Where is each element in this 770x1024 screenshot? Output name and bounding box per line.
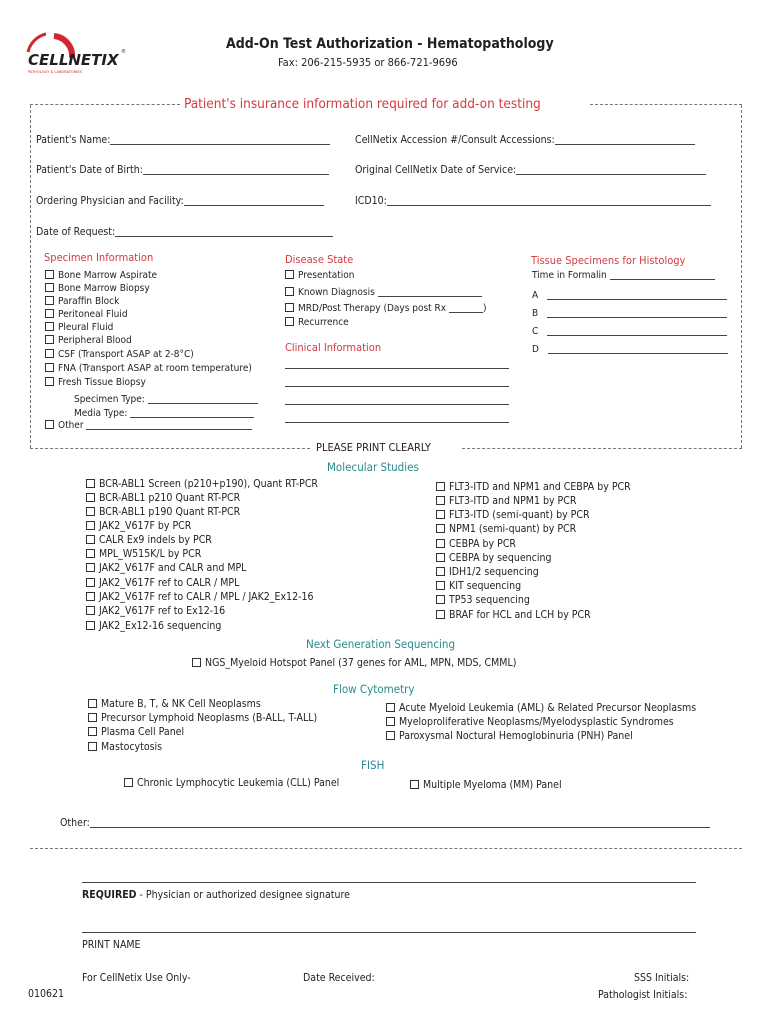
date-request-field[interactable] — [115, 225, 333, 237]
formalin-field[interactable] — [610, 268, 715, 280]
fish-heading: FISH — [361, 758, 385, 772]
form-code: 010621 — [28, 988, 65, 1000]
molecular-left-item[interactable]: JAK2_V617F and CALR and MPL — [86, 561, 246, 575]
signature-line[interactable] — [82, 882, 696, 883]
molecular-left-item[interactable]: CALR Ex9 indels by PCR — [86, 533, 212, 547]
print-name-label: PRINT NAME — [82, 939, 141, 951]
specimen-other-field[interactable] — [86, 418, 252, 430]
molecular-right-item[interactable]: FLT3-ITD and NPM1 by PCR — [436, 494, 576, 508]
specimen-other[interactable]: Other — [45, 418, 252, 433]
specimen-item[interactable]: Peripheral Blood — [45, 334, 132, 348]
ngs-heading: Next Generation Sequencing — [306, 637, 456, 651]
dob-label: Patient's Date of Birth: — [36, 164, 143, 176]
specimen-type-label: Specimen Type: — [74, 394, 145, 405]
tissue-row-label: B — [532, 308, 539, 319]
physician-field[interactable] — [184, 194, 324, 206]
disease-item[interactable]: MRD/Post Therapy (Days post Rx ) — [285, 301, 487, 316]
tissue-row-label: D — [532, 344, 539, 355]
signature-label: REQUIRED - Physician or authorized designee signature — [82, 889, 350, 901]
molecular-right-item[interactable]: NPM1 (semi-quant) by PCR — [436, 522, 576, 536]
checkbox[interactable] — [285, 317, 294, 326]
checkbox[interactable] — [86, 549, 95, 558]
checkbox[interactable] — [86, 621, 95, 630]
svg-text:PATHOLOGY & LABORATORIES: PATHOLOGY & LABORATORIES — [28, 70, 82, 74]
molecular-left-item[interactable]: BCR-ABL1 p190 Quant RT-PCR — [86, 505, 240, 519]
icd10-field[interactable] — [387, 194, 711, 206]
checkbox[interactable] — [88, 727, 97, 736]
checkbox[interactable] — [436, 482, 445, 491]
tissue-row-label: A — [532, 290, 539, 301]
checkbox[interactable] — [436, 567, 445, 576]
molecular-left-item[interactable]: JAK2_Ex12-16 sequencing — [86, 619, 221, 633]
patient-name-label: Patient's Name: — [36, 134, 111, 146]
checkbox[interactable] — [285, 287, 294, 296]
checkbox[interactable] — [285, 270, 294, 279]
tissue-row-field[interactable] — [547, 288, 727, 300]
flow-left-item[interactable]: Mastocytosis — [88, 740, 162, 754]
checkbox[interactable] — [436, 524, 445, 533]
checkbox[interactable] — [45, 283, 54, 292]
molecular-left-item[interactable]: BCR-ABL1 p210 Quant RT-PCR — [86, 491, 240, 505]
molecular-right-item[interactable]: FLT3-ITD and NPM1 and CEBPA by PCR — [436, 480, 631, 494]
flow-right-item[interactable]: Paroxysmal Noctural Hemoglobinuria (PNH) Panel — [386, 729, 633, 743]
clinical-line[interactable] — [285, 422, 509, 423]
checkbox[interactable] — [88, 713, 97, 722]
specimen-item[interactable]: FNA (Transport ASAP at room temperature) — [45, 362, 252, 376]
specimen-item[interactable]: Peritoneal Fluid — [45, 308, 128, 322]
checkbox[interactable] — [88, 742, 97, 751]
clinical-line[interactable] — [285, 368, 509, 369]
flow-left-item[interactable]: Precursor Lymphoid Neoplasms (B-ALL, T-ALL) — [88, 711, 317, 725]
checkbox[interactable] — [86, 521, 95, 530]
flow-left-item[interactable]: Mature B, T, & NK Cell Neoplasms — [88, 697, 261, 711]
date-received-label: Date Received: — [303, 972, 375, 984]
sss-initials-label: SSS Initials: — [634, 972, 690, 984]
svg-text:CELLNETIX: CELLNETIX — [28, 51, 119, 69]
accession-field[interactable] — [555, 133, 695, 145]
checkbox[interactable] — [45, 420, 54, 429]
checkbox[interactable] — [45, 363, 54, 372]
disease-item[interactable]: Recurrence — [285, 316, 349, 330]
patient-name-field[interactable] — [110, 133, 330, 145]
pathologist-initials-label: Pathologist Initials: — [598, 989, 688, 1001]
checkbox[interactable] — [436, 595, 445, 604]
checkbox[interactable] — [436, 553, 445, 562]
date-request-label: Date of Request: — [36, 226, 116, 238]
molecular-heading: Molecular Studies — [327, 460, 419, 474]
checkbox[interactable] — [86, 535, 95, 544]
molecular-left-item[interactable]: JAK2_V617F ref to CALR / MPL / JAK2_Ex12-16 — [86, 590, 314, 604]
clinical-line[interactable] — [285, 404, 509, 405]
flow-right-item[interactable]: Myeloproliferative Neoplasms/Myelodysplastic Syndromes — [386, 715, 674, 729]
dob-field[interactable] — [143, 163, 329, 175]
media-type-label: Media Type: — [74, 408, 128, 419]
checkbox[interactable] — [86, 479, 95, 488]
fish-mm-item[interactable]: Multiple Myeloma (MM) Panel — [410, 778, 562, 792]
checkbox[interactable] — [45, 322, 54, 331]
ngs-item[interactable]: NGS_Myeloid Hotspot Panel (37 genes for AML, MPN, MDS, CMML) — [192, 656, 516, 670]
disease-heading: Disease State — [285, 253, 354, 266]
specimen-heading: Specimen Information — [44, 251, 154, 264]
checkbox[interactable] — [86, 592, 95, 601]
checkbox[interactable] — [45, 377, 54, 386]
molecular-left-item[interactable]: JAK2_V617F ref to Ex12-16 — [86, 604, 225, 618]
flow-right-item[interactable]: Acute Myeloid Leukemia (AML) & Related Precursor Neoplasms — [386, 701, 696, 715]
checkbox[interactable] — [386, 717, 395, 726]
specimen-item[interactable]: Fresh Tissue Biopsy — [45, 376, 146, 390]
molecular-right-item[interactable]: BRAF for HCL and LCH by PCR — [436, 608, 591, 622]
checkbox[interactable] — [86, 606, 95, 615]
checkbox[interactable] — [410, 780, 419, 789]
insurance-banner: Patient's insurance information required for add-on testing — [184, 96, 541, 112]
orig-date-field[interactable] — [516, 163, 706, 175]
tissue-row-field[interactable] — [547, 324, 727, 336]
checkbox[interactable] — [45, 309, 54, 318]
checkbox[interactable] — [45, 270, 54, 279]
print-clearly-notice: PLEASE PRINT CLEARLY — [316, 441, 431, 454]
fish-cll-item[interactable]: Chronic Lymphocytic Leukemia (CLL) Panel — [124, 776, 339, 790]
molecular-right-item[interactable]: FLT3-ITD (semi-quant) by PCR — [436, 508, 590, 522]
accession-label: CellNetix Accession #/Consult Accessions: — [355, 134, 555, 146]
formalin-label: Time in Formalin — [532, 270, 607, 281]
other-label: Other: — [60, 817, 90, 829]
svg-text:®: ® — [121, 49, 126, 55]
checkbox[interactable] — [86, 507, 95, 516]
checkbox[interactable] — [436, 496, 445, 505]
molecular-right-item[interactable]: IDH1/2 sequencing — [436, 565, 539, 579]
checkbox[interactable] — [45, 349, 54, 358]
flow-left-item[interactable]: Plasma Cell Panel — [88, 725, 184, 739]
form-title: Add-On Test Authorization - Hematopathology — [226, 36, 554, 52]
specimen-item[interactable]: CSF (Transport ASAP at 2-8°C) — [45, 348, 194, 362]
molecular-left-item[interactable]: BCR-ABL1 Screen (p210+p190), Quant RT-PCR — [86, 477, 318, 491]
flow-heading: Flow Cytometry — [333, 682, 415, 696]
cellnetix-logo — [26, 32, 131, 77]
checkbox[interactable] — [45, 296, 54, 305]
tissue-row-field[interactable] — [548, 342, 728, 354]
orig-date-label: Original CellNetix Date of Service: — [355, 164, 517, 176]
cellnetix-use-only: For CellNetix Use Only- — [82, 972, 191, 984]
physician-label: Ordering Physician and Facility: — [36, 195, 184, 207]
checkbox[interactable] — [436, 510, 445, 519]
checkbox[interactable] — [436, 581, 445, 590]
specimen-item[interactable]: Pleural Fluid — [45, 321, 113, 335]
specimen-item[interactable]: Bone Marrow Biopsy — [45, 282, 150, 296]
checkbox[interactable] — [88, 699, 97, 708]
checkbox[interactable] — [86, 493, 95, 502]
checkbox[interactable] — [386, 731, 395, 740]
specimen-item[interactable]: Bone Marrow Aspirate — [45, 269, 157, 283]
specimen-type-field[interactable] — [148, 392, 258, 404]
molecular-right-item[interactable]: TP53 sequencing — [436, 593, 530, 607]
clinical-line[interactable] — [285, 386, 509, 387]
clinical-heading: Clinical Information — [285, 341, 382, 354]
checkbox[interactable] — [436, 539, 445, 548]
media-type-field[interactable] — [130, 406, 254, 418]
checkbox[interactable] — [86, 563, 95, 572]
checkbox[interactable] — [386, 703, 395, 712]
checkbox[interactable] — [45, 335, 54, 344]
other-field[interactable] — [90, 816, 710, 828]
fax-number: Fax: 206-215-5935 or 866-721-9696 — [278, 56, 458, 69]
molecular-right-item[interactable]: CEBPA by sequencing — [436, 551, 551, 565]
checkbox[interactable] — [86, 578, 95, 587]
molecular-right-item[interactable]: CEBPA by PCR — [436, 537, 516, 551]
print-name-line[interactable] — [82, 932, 696, 933]
molecular-right-item[interactable]: KIT sequencing — [436, 579, 521, 593]
checkbox[interactable] — [192, 658, 201, 667]
icd10-label: ICD10: — [355, 195, 387, 207]
checkbox[interactable] — [436, 610, 445, 619]
tissue-heading: Tissue Specimens for Histology — [531, 254, 686, 267]
tissue-row-field[interactable] — [547, 306, 727, 318]
checkbox[interactable] — [285, 303, 294, 312]
molecular-left-item[interactable]: JAK2_V617F by PCR — [86, 519, 191, 533]
molecular-left-item[interactable]: MPL_W515K/L by PCR — [86, 547, 201, 561]
specimen-item[interactable]: Paraffin Block — [45, 295, 119, 309]
checkbox[interactable] — [124, 778, 133, 787]
disease-item[interactable]: Known Diagnosis — [285, 285, 482, 300]
molecular-left-item[interactable]: JAK2_V617F ref to CALR / MPL — [86, 576, 239, 590]
tissue-row-label: C — [532, 326, 539, 337]
disease-item[interactable]: Presentation — [285, 269, 354, 283]
